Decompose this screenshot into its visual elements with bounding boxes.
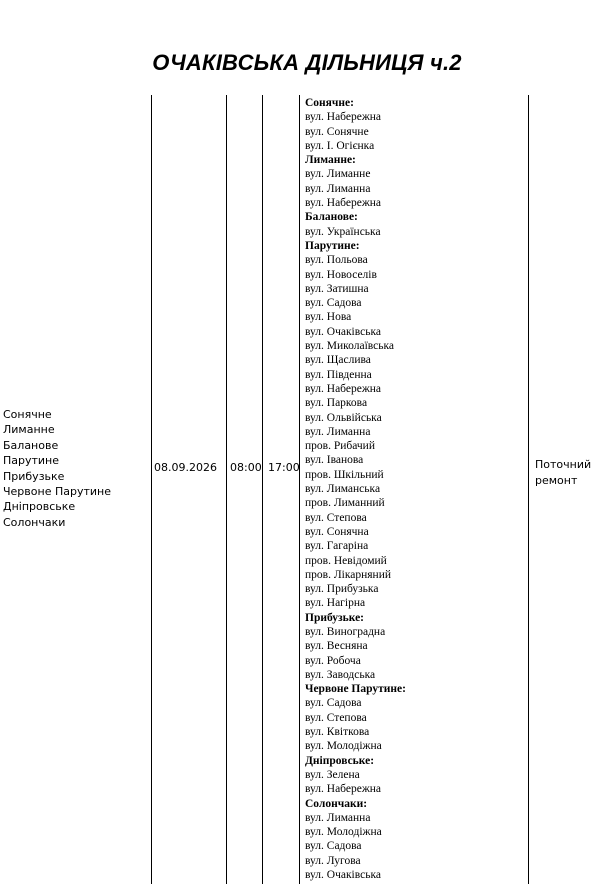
village-heading: Дніпровське: xyxy=(305,754,375,767)
work-type-line: ремонт xyxy=(535,473,578,487)
street-item: вул. Зелена xyxy=(305,768,360,781)
village-heading: Баланове: xyxy=(305,211,358,224)
street-item: вул. Виноградна xyxy=(305,625,386,638)
street-item: вул. Степова xyxy=(305,711,367,724)
street-item: вул. Лиманна xyxy=(305,425,371,438)
street-item: вул. Південна xyxy=(305,368,372,381)
column-divider xyxy=(151,95,152,884)
street-item: вул. Сонячне xyxy=(305,125,369,138)
street-item: вул. Садова xyxy=(305,697,362,710)
street-item: вул. Набережна xyxy=(305,111,382,124)
street-item: вул. Лиманна xyxy=(305,811,371,824)
street-item: вул. Лиманне xyxy=(305,168,371,181)
street-item: вул. Лиманська xyxy=(305,483,381,496)
streets-cell xyxy=(305,96,527,882)
street-item: вул. Очаківська xyxy=(305,869,381,882)
street-item: вул. Садова xyxy=(305,297,362,310)
street-item: вул. Садова xyxy=(305,840,362,853)
street-item: пров. Рибачий xyxy=(305,440,375,453)
street-item: вул. Нагірна xyxy=(305,597,366,610)
street-item: вул. Набережна xyxy=(305,783,382,796)
street-item: вул. Польова xyxy=(305,254,368,267)
end-time-cell: 17:00 xyxy=(268,461,300,474)
street-item: вул. Нова xyxy=(305,311,352,324)
street-item: вул. Квіткова xyxy=(305,726,370,739)
street-item: вул. Степова xyxy=(305,511,367,524)
settlement-name: Солончаки xyxy=(3,515,66,529)
column-divider xyxy=(528,95,529,884)
street-item: вул. Українська xyxy=(305,225,381,238)
village-heading: Солончаки: xyxy=(305,797,368,810)
village-heading: Парутине: xyxy=(305,239,360,252)
street-item: вул. Очаківська xyxy=(305,325,381,338)
settlement-name: Парутине xyxy=(3,454,60,468)
street-item: вул. Миколаївська xyxy=(305,340,395,353)
street-item: пров. Лиманний xyxy=(305,497,385,510)
column-divider xyxy=(226,95,227,884)
settlement-name: Червоне Парутине xyxy=(3,485,111,499)
work-type-cell xyxy=(535,457,591,488)
work-type-line: Поточний xyxy=(535,458,592,471)
settlement-name: Дніпровське xyxy=(3,500,76,514)
page-title: ОЧАКІВСЬКА ДІЛЬНИЦЯ ч.2 xyxy=(152,50,462,75)
street-item: вул. Весняна xyxy=(305,640,368,653)
settlement-name: Баланове xyxy=(3,438,59,452)
street-item: вул. Заводська xyxy=(305,668,376,681)
street-item: вул. Затишна xyxy=(305,282,369,295)
village-heading: Сонячне: xyxy=(305,97,354,109)
street-item: вул. Іванова xyxy=(305,454,364,467)
street-item: вул. Молодіжна xyxy=(305,740,382,753)
column-divider xyxy=(299,95,300,884)
village-heading: Червоне Парутине: xyxy=(305,683,406,696)
settlements-cell xyxy=(3,407,111,530)
street-item: вул. Новоселів xyxy=(305,268,377,281)
street-item: вул. Сонячна xyxy=(305,525,369,538)
street-item: вул. Лугова xyxy=(305,854,361,867)
column-divider xyxy=(262,95,263,884)
street-item: вул. І. Огієнка xyxy=(305,139,375,152)
street-item: вул. Молодіжна xyxy=(305,826,382,839)
street-item: пров. Лікарняний xyxy=(305,568,392,581)
date-cell: 08.09.2026 xyxy=(154,461,217,474)
street-item: вул. Робоча xyxy=(305,654,361,667)
street-item: вул. Лиманна xyxy=(305,182,371,195)
street-item: вул. Ольвійська xyxy=(305,411,382,424)
settlement-name: Лиманне xyxy=(3,423,55,437)
street-item: вул. Щаслива xyxy=(305,354,371,367)
street-item: пров. Невідомий xyxy=(305,554,387,567)
village-heading: Лиманне: xyxy=(305,154,356,167)
start-time-cell: 08:00 xyxy=(230,461,262,474)
settlement-name: Сонячне xyxy=(3,408,52,421)
village-heading: Прибузьке: xyxy=(305,611,365,624)
street-item: вул. Паркова xyxy=(305,397,368,410)
street-item: пров. Шкільний xyxy=(305,468,384,481)
street-item: вул. Набережна xyxy=(305,197,382,210)
street-item: вул. Прибузька xyxy=(305,583,379,596)
street-item: вул. Гагаріна xyxy=(305,540,369,553)
settlement-name: Прибузьке xyxy=(3,469,65,483)
street-item: вул. Набережна xyxy=(305,382,382,395)
